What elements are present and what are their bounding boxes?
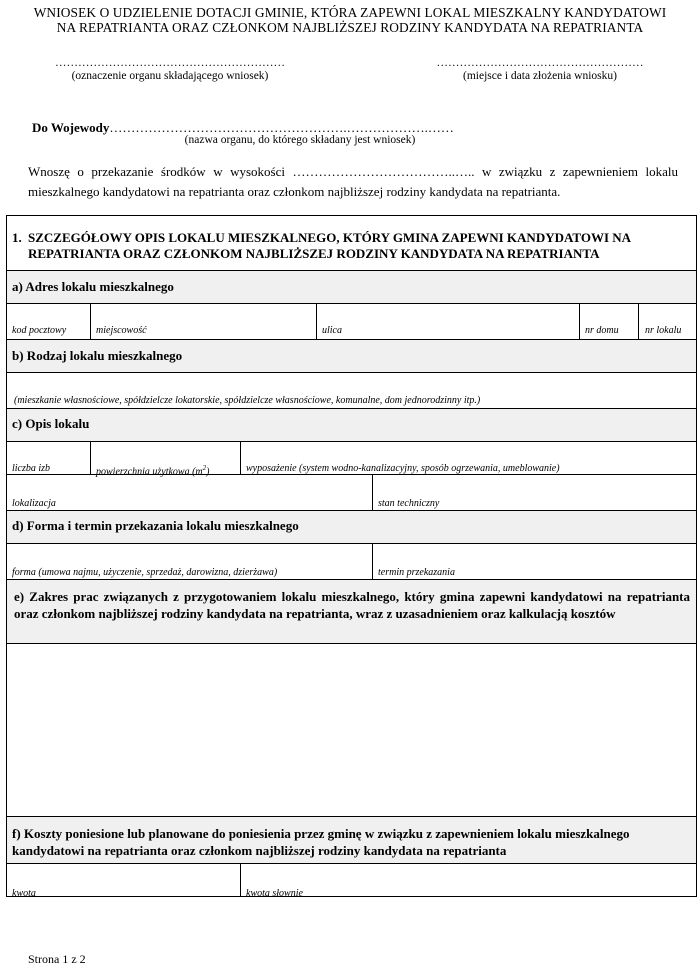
- field-rooms[interactable]: liczba izb: [12, 463, 51, 474]
- field-area[interactable]: [96, 463, 210, 477]
- divider: [90, 303, 91, 339]
- page-number: Strona 1 z 2: [28, 952, 86, 966]
- place-date-label: (miejsce i data złożenia wniosku): [463, 70, 617, 82]
- rule: [6, 543, 697, 544]
- field-area-close: ): [206, 466, 210, 478]
- sec-c-header-bg: [7, 408, 696, 441]
- document-title: [10, 5, 690, 35]
- field-location[interactable]: lokalizacja: [12, 498, 56, 509]
- section-1-heading: [12, 230, 692, 262]
- sec-e-title: e) Zakres prac związanych z przygotowaniem lokalu mieszkalnego, który gmina zapewni kandydatowi na repatrianta oraz członkom najbliższej rodziny kandydata na repatrianta, wraz z uzasadnieniem oraz kalkulacją kosztów: [14, 589, 690, 621]
- divider: [579, 303, 580, 339]
- section-1-number: 1.: [12, 230, 22, 245]
- place-date-field[interactable]: [400, 57, 680, 83]
- sec-d-title: d) Forma i termin przekazania lokalu mieszkalnego: [12, 518, 299, 533]
- divider: [90, 441, 91, 474]
- field-street[interactable]: ulica: [322, 325, 342, 336]
- rule: [6, 816, 697, 817]
- rule: [6, 510, 697, 511]
- request-paragraph: Wnoszę o przekazanie środków w wysokości ………………………………..….. w związku z zapewnieniem lokalu mieszkalnego kandydatowi na repatrianta oraz członkom najbliższej rodziny kandydata na repatrianta.: [28, 164, 678, 199]
- place-date-dots: ………………………………………………: [436, 57, 644, 69]
- field-amount[interactable]: kwota: [12, 888, 36, 899]
- applicant-organ-field[interactable]: [30, 57, 310, 83]
- divider: [372, 474, 373, 510]
- sec-b-title: b) Rodzaj lokalu mieszkalnego: [12, 348, 183, 363]
- rule: [6, 408, 697, 409]
- field-transfer-form[interactable]: forma (umowa najmu, użyczenie, sprzedaż, darowizna, dzierżawa): [12, 567, 278, 578]
- rule: [6, 339, 697, 340]
- addressee-dots: ……………………………………………….……………….……: [109, 120, 454, 135]
- field-postal-code[interactable]: kod pocztowy: [12, 325, 67, 336]
- rule: [6, 270, 697, 271]
- rule: [6, 579, 697, 580]
- field-equipment[interactable]: wyposażenie (system wodno-kanalizacyjny, sposób ogrzewania, umeblowanie): [246, 463, 560, 474]
- rule: [6, 372, 697, 373]
- applicant-organ-label: (oznaczenie organu składającego wniosek): [71, 70, 269, 82]
- divider: [638, 303, 639, 339]
- title-line-1: WNIOSEK O UDZIELENIE DOTACJI GMINIE, KTÓRA ZAPEWNI LOKAL MIESZKALNY KANDYDATOWI: [33, 5, 667, 20]
- section-1-title: SZCZEGÓŁOWY OPIS LOKALU MIESZKALNEGO, KTÓRY GMINA ZAPEWNI KANDYDATOWI NA REPATRIANTA ORAZ CZŁONKOM NAJBLIŻSZEJ RODZINY KANDYDATA NA REPATRIANTA: [28, 230, 631, 261]
- sec-f-title: f) Koszty poniesione lub planowane do poniesienia przez gminę w związku z zapewnieniem lokalu mieszkalnego kandydatowi na repatrianta oraz członkom najbliższej rodziny kandydata na repatrianta: [12, 826, 630, 858]
- applicant-organ-dots: ……………………………………………………: [55, 57, 285, 69]
- rule: [6, 863, 697, 864]
- title-line-2: NA REPATRIANTA ORAZ CZŁONKOM NAJBLIŻSZEJ RODZINY KANDYDATA NA REPATRIANTA: [56, 20, 644, 35]
- field-apartment-number[interactable]: nr lokalu: [645, 325, 682, 336]
- divider: [316, 303, 317, 339]
- divider: [372, 543, 373, 579]
- field-dwelling-type[interactable]: (mieszkanie własnościowe, spółdzielcze lokatorskie, spółdzielcze własnościowe, komunalne, dom jednorodzinny itp.): [14, 395, 481, 406]
- sec-c-title: c) Opis lokalu: [12, 416, 90, 431]
- addressee-label: Do Wojewody: [32, 120, 110, 135]
- field-amount-words[interactable]: kwota słownie: [246, 888, 303, 899]
- field-house-number[interactable]: nr domu: [585, 325, 619, 336]
- field-condition[interactable]: stan techniczny: [378, 498, 440, 509]
- field-area-sup: 2: [202, 464, 207, 472]
- divider: [240, 863, 241, 897]
- rule: [6, 441, 697, 442]
- rule: [6, 303, 697, 304]
- sec-a-title: a) Adres lokalu mieszkalnego: [12, 279, 174, 294]
- addressee-hint: (nazwa organu, do którego składany jest wniosek): [184, 134, 416, 146]
- field-city[interactable]: miejscowość: [96, 325, 147, 336]
- field-transfer-date[interactable]: termin przekazania: [378, 567, 455, 578]
- field-area-text: powierzchnia użytkowa (m: [96, 466, 203, 478]
- sec-e-text-area[interactable]: [7, 644, 696, 815]
- divider: [240, 441, 241, 474]
